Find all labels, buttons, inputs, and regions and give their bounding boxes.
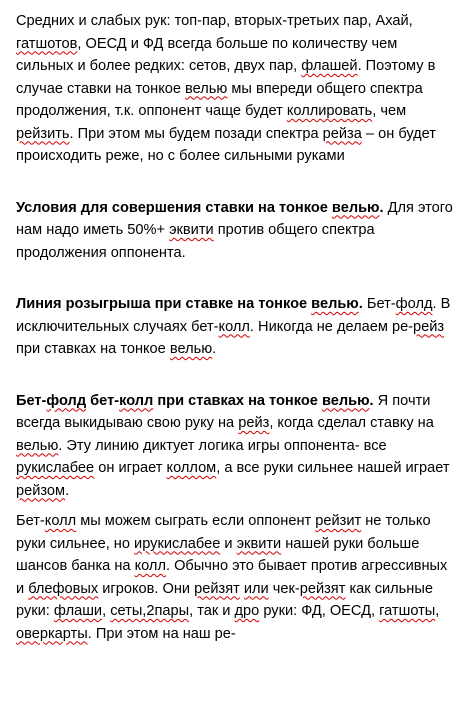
text-segment: флашей [301,58,358,74]
text-segment: рейзом [16,482,66,499]
text-segment: чек- [268,580,300,597]
bold-text-segment: . [358,296,363,312]
text-segment: , а все руки сильнее нашей играет [216,460,450,476]
text-segment: или [243,580,269,597]
text-segment: , когда сделал ставку на [269,415,434,431]
text-segment: не только руки сильнее, но [16,513,431,552]
bold-text-segment: велью [311,296,359,312]
text-segment: колл [218,318,250,335]
text-segment: велью [16,437,59,454]
text-segment: , чем [372,103,407,119]
text-segment: Я почти всегда выкидываю свою руку на [16,392,431,431]
bold-text-segment: при ставках на тонкое [153,392,322,409]
text-segment: колл [44,513,77,529]
bold-text-segment: колл [119,392,154,409]
bold-text-segment: фолд [46,392,87,409]
text-segment: флаши [53,603,103,619]
text-segment: коллом [166,460,217,476]
text-segment: рейзить [16,125,70,142]
bold-text-segment: Условия для совершения ставки на тонкое [16,199,332,216]
bold-text-segment: . [379,199,384,216]
text-segment: Бет- [362,296,396,312]
text-segment: Средних и слабых рук: топ-пар, вторых-третьих пар, Ахай, [16,13,413,29]
paragraph-betfold [16,390,456,503]
text-segment: . Никогда не делаем ре- [249,318,414,335]
text-segment: дро [234,603,260,619]
text-segment: велью [169,341,213,357]
paragraph-conditions [16,197,456,265]
text-segment: оверкарты [16,625,88,642]
paragraph-line [16,293,456,361]
text-segment: руки: ФД, ОЕСД, [259,603,380,619]
bold-text-segment: . [369,392,374,409]
text-segment: рейза [322,125,362,142]
text-segment: . При этом мы будем позади спектра [69,125,323,142]
text-segment: игроков. Они [98,580,195,597]
text-segment: эквити [169,222,214,238]
text-segment: , так и [189,603,235,619]
text-segment: . В исключительных случаях бет- [16,296,451,335]
text-segment: . Эту линию диктует логика игры оппонента- все [58,437,387,454]
text-segment: ирукислабее [134,535,221,552]
text-segment: , [102,603,111,619]
text-segment: фолд [395,296,433,312]
text-segment: коллировать [286,103,373,119]
text-segment: мы можем сыграть если оппонент [76,513,316,529]
bold-text-segment: велью [321,392,370,409]
text-segment: . [212,341,217,357]
text-segment: рейзит [315,513,362,529]
text-segment: эквити [236,535,282,552]
text-segment: и [220,535,237,552]
text-segment: мы впереди общего спектра продолжения, т.к. оппонент чаще будет [16,80,423,119]
text-segment: гатшотов [16,35,78,52]
text-segment: . Поэтому в случае ставки на тонкое [16,58,436,97]
text-segment: сеты,2пары [110,603,190,619]
text-segment: . При этом на наш ре- [87,625,236,642]
text-segment: рейз [238,415,270,431]
text-segment: . Обычно это бывает против агрессивных и [16,558,448,597]
paragraph-intro [16,10,456,168]
text-segment: при ставках на тонкое [16,341,170,357]
text-segment: велью [185,80,228,97]
bold-text-segment: бет- [86,392,120,409]
bold-text-segment: Линия розыгрыша при ставке на тонкое [16,296,312,312]
text-segment: как сильные руки: [16,580,433,619]
text-segment: гатшоты [379,603,436,619]
text-segment: Бет- [16,513,45,529]
text-segment: против общего спектра продолжения оппонента. [16,222,375,261]
text-segment: рейзят [194,580,240,597]
paragraph-betcall [16,510,456,645]
text-segment: – он будет происходить реже, но с более сильными руками [16,125,436,164]
bold-text-segment: велью [331,199,380,216]
text-segment: колл [134,558,166,574]
text-segment: Для этого нам надо иметь 50%+ [16,199,453,238]
text-segment: , ОЕСД и ФД всегда больше по количеству чем сильных и более редких: сетов, двух пар, [16,35,398,74]
text-segment: блефовых [28,580,99,597]
text-segment: . [65,482,70,499]
text-segment: рукислабее [16,460,95,476]
text-segment: он играет [94,460,167,476]
text-segment: нашей руки больше шансов банка на [16,535,420,574]
text-segment: рейз [413,318,445,335]
text-segment: рейзят [299,580,346,597]
text-segment: , [435,603,440,619]
bold-text-segment: Бет- [16,392,47,409]
